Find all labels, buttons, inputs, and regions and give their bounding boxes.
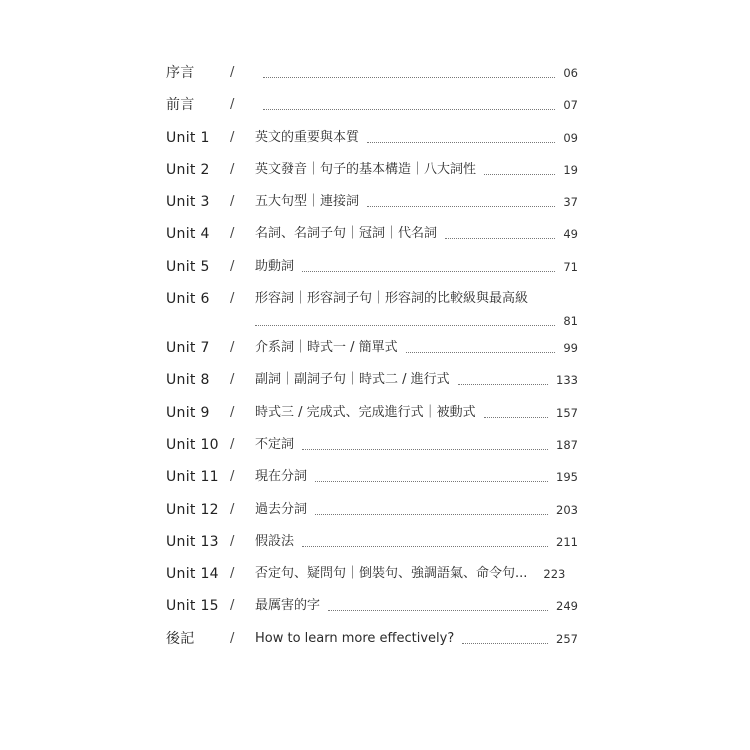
separator: /	[230, 372, 235, 388]
toc-row-preface	[166, 62, 578, 94]
dot-leader	[484, 174, 555, 175]
page-number: 187	[556, 437, 578, 452]
dot-leader	[458, 384, 548, 385]
toc-title: 現在分詞	[255, 469, 308, 485]
dot-leader	[315, 481, 548, 482]
toc-title: 助動詞	[255, 258, 295, 274]
toc-label: 序言	[166, 65, 195, 81]
separator: /	[230, 129, 235, 145]
dot-leader	[315, 514, 548, 515]
toc-title: 過去分詞	[255, 501, 308, 517]
separator: /	[230, 226, 235, 242]
toc-row-unit-11	[166, 466, 578, 498]
page-number: 06	[563, 66, 578, 80]
toc-label: Unit 9	[166, 404, 210, 421]
toc-row-unit-12	[166, 499, 578, 531]
dot-leader	[367, 206, 555, 207]
separator: /	[230, 630, 235, 646]
toc-row-unit-8	[166, 369, 578, 401]
toc-row-unit-2	[166, 159, 578, 191]
toc-title: 副詞｜副詞子句｜時式二 / 進行式	[255, 372, 450, 388]
toc-label: Unit 5	[166, 258, 210, 275]
toc-title: 英文的重要與本質	[255, 129, 360, 145]
dot-leader	[263, 109, 555, 110]
toc-row-unit-7	[166, 337, 578, 369]
dot-leader	[445, 238, 555, 239]
toc-label: Unit 10	[166, 436, 219, 453]
toc-row-unit-1	[166, 127, 578, 159]
separator: /	[230, 598, 235, 614]
separator: /	[230, 533, 235, 549]
toc-title: 形容詞｜形容詞子句｜形容詞的比較級與最高級	[255, 291, 529, 307]
separator: /	[230, 404, 235, 420]
table-of-contents	[166, 62, 578, 660]
toc-label: Unit 11	[166, 469, 219, 486]
toc-label: Unit 15	[166, 598, 219, 615]
dot-leader	[367, 142, 555, 143]
separator: /	[230, 469, 235, 485]
dot-leader	[302, 449, 548, 450]
dot-leader	[328, 610, 548, 611]
dot-leader	[302, 546, 548, 547]
toc-row-unit-9	[166, 402, 578, 434]
toc-title: 五大句型｜連接詞	[255, 194, 360, 210]
page-number: 195	[556, 470, 578, 485]
page-number: 133	[556, 373, 578, 388]
toc-title: How to learn more effectively?	[255, 630, 455, 646]
page-number: 49	[563, 227, 578, 242]
dot-leader	[462, 643, 548, 644]
page-number: 37	[563, 195, 578, 210]
toc-row-unit-15	[166, 595, 578, 627]
toc-title: 不定詞	[255, 436, 295, 452]
toc-row-unit-14	[166, 563, 578, 595]
toc-label: Unit 6	[166, 291, 210, 308]
toc-label: 前言	[166, 97, 195, 114]
toc-label: Unit 3	[166, 194, 210, 211]
dot-leader	[484, 417, 548, 418]
page-number: 157	[556, 405, 578, 420]
toc-row-unit-13	[166, 531, 578, 563]
toc-label: Unit 14	[166, 566, 219, 583]
toc-label: Unit 8	[166, 372, 210, 389]
dot-leader	[406, 352, 556, 353]
toc-label: 後記	[166, 630, 195, 647]
dot-leader	[302, 271, 555, 272]
separator: /	[230, 436, 235, 452]
dot-leader	[263, 77, 555, 78]
separator: /	[230, 258, 235, 274]
page-number: 223	[543, 567, 566, 582]
separator: /	[230, 194, 235, 210]
separator: /	[230, 340, 235, 356]
page-number: 211	[556, 534, 578, 549]
toc-label: Unit 4	[166, 226, 210, 243]
page-number: 81	[563, 314, 578, 329]
separator: /	[230, 65, 235, 80]
page-number: 07	[563, 98, 578, 113]
toc-title: 名詞、名詞子句｜冠詞｜代名詞	[255, 226, 438, 242]
toc-label: Unit 2	[166, 161, 210, 178]
toc-title: 假設法	[255, 533, 295, 549]
toc-row-foreword	[166, 94, 578, 126]
separator: /	[230, 566, 235, 582]
toc-row-unit-3	[166, 191, 578, 223]
toc-title: 否定句、疑問句｜倒裝句、強調語氣、命令句...	[255, 566, 528, 582]
toc-title: 最厲害的字	[255, 598, 321, 614]
page-number: 99	[563, 341, 578, 356]
page-number: 09	[563, 130, 578, 145]
toc-label: Unit 12	[166, 501, 219, 518]
toc-row-afterword	[166, 628, 578, 660]
separator: /	[230, 97, 235, 113]
toc-row-unit-4	[166, 223, 578, 255]
toc-title: 時式三 / 完成式、完成進行式｜被動式	[255, 404, 476, 420]
dot-leader	[255, 325, 555, 326]
separator: /	[230, 501, 235, 517]
page-number: 249	[556, 599, 578, 614]
page-number: 71	[563, 259, 578, 274]
toc-row-unit-6	[166, 288, 578, 337]
toc-label: Unit 7	[166, 340, 210, 357]
toc-row-unit-10	[166, 434, 578, 466]
separator: /	[230, 291, 235, 307]
toc-title: 介系詞｜時式一 / 簡單式	[255, 340, 398, 356]
page-number: 19	[563, 162, 578, 177]
toc-row-unit-5	[166, 256, 578, 288]
separator: /	[230, 161, 235, 177]
page-number: 257	[556, 631, 578, 646]
toc-label: Unit 1	[166, 129, 210, 146]
toc-label: Unit 13	[166, 533, 219, 550]
page-number: 203	[556, 502, 578, 517]
toc-title: 英文發音｜句子的基本構造｜八大詞性	[255, 161, 477, 177]
